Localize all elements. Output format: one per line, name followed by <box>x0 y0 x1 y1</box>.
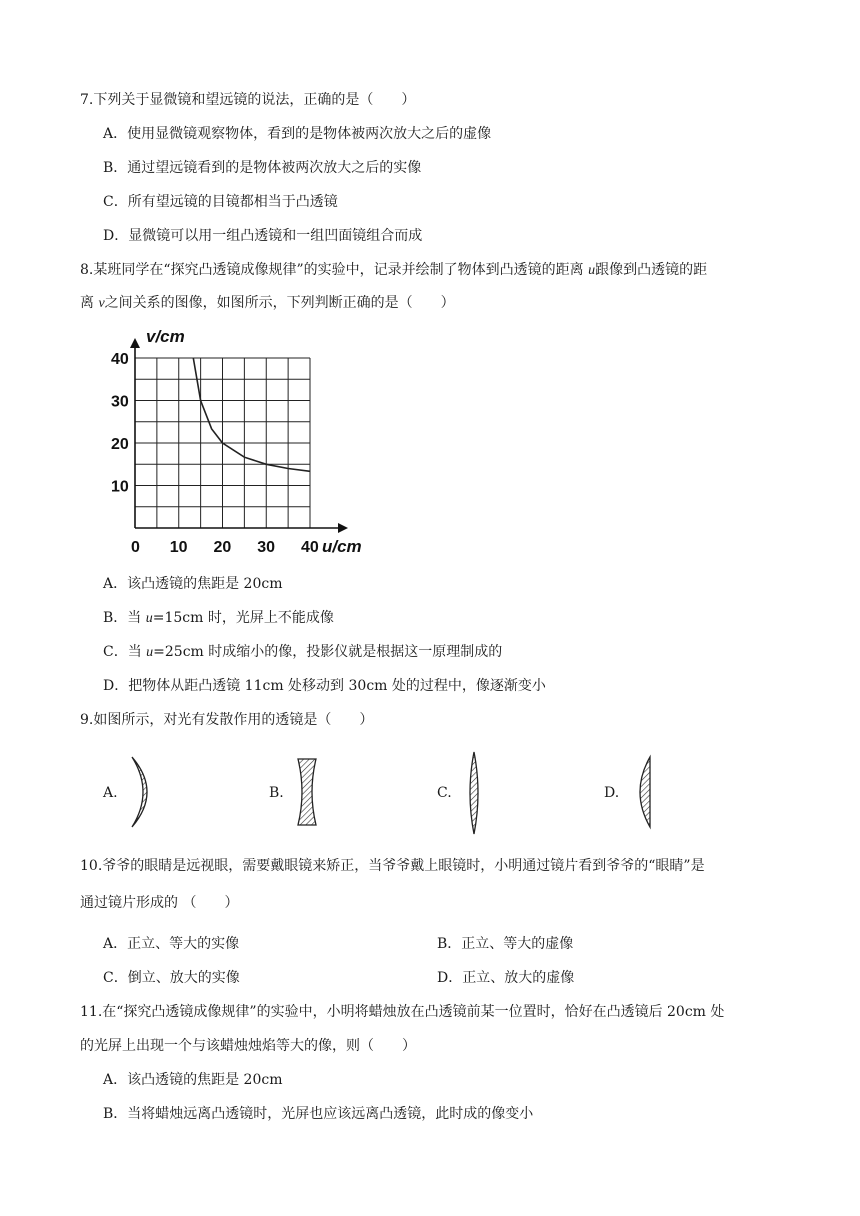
lens-c-label: C. <box>437 785 452 801</box>
x-tick-label: 40 <box>301 539 319 556</box>
question-9-stem: 9.如图所示，对光有发散作用的透镜是（ ） <box>80 712 374 728</box>
question-7-option-c: C．所有望远镜的目镜都相当于凸透镜 <box>103 194 338 210</box>
chart-axes <box>130 338 348 533</box>
question-7-option-d: D．显微镜可以用一组凸透镜和一组凹面镜组合而成 <box>103 228 423 244</box>
question-10-stem-line1: 10.爷爷的眼睛是远视眼，需要戴眼镜来矫正，当爷爷戴上眼镜时，小明通过镜片看到爷爷的“眼睛”是 <box>80 858 705 874</box>
question-8-option-d: D．把物体从距凸透镜 11cm 处移动到 30cm 处的过程中，像逐渐变小 <box>103 678 546 694</box>
x-tick-label: 20 <box>213 539 232 556</box>
x-tick-label: 30 <box>257 539 276 556</box>
lens-d-planoconvex-icon <box>628 754 656 830</box>
question-8-option-c: C．当 u=25cm 时成缩小的像，投影仪就是根据这一原理制成的 <box>103 644 503 660</box>
y-axis-arrow <box>130 338 140 348</box>
question-10-option-a: A．正立、等大的实像 <box>103 936 240 952</box>
question-11-option-b: B．当将蜡烛远离凸透镜时，光屏也应该远离凸透镜，此时成的像变小 <box>103 1106 534 1122</box>
question-10-stem-line2: 通过镜片形成的 （ ） <box>80 895 239 911</box>
lens-b-concave-icon <box>295 756 319 828</box>
question-7-option-a: A．使用显微镜观察物体，看到的是物体被两次放大之后的虚像 <box>103 126 492 142</box>
question-8-option-a: A．该凸透镜的焦距是 20cm <box>103 576 283 592</box>
y-tick-label: 40 <box>111 351 129 368</box>
x-tick-label: 10 <box>169 539 188 556</box>
y-tick-label: 20 <box>111 436 129 453</box>
uv-graph <box>100 318 380 563</box>
y-axis-label: v/cm <box>146 327 185 346</box>
x-axis-label: u/cm <box>322 537 362 556</box>
question-10-option-c: C．倒立、放大的实像 <box>103 970 240 986</box>
question-8-stem-line2: 离 v之间关系的图像，如图所示，下列判断正确的是（ ） <box>80 295 455 311</box>
lens-a-label: A. <box>103 785 118 801</box>
question-11-stem-line2: 的光屏上出现一个与该蜡烛烛焰等大的像，则（ ） <box>80 1038 416 1054</box>
question-7-stem: 7.下列关于显微镜和望远镜的说法，正确的是（ ） <box>80 92 416 108</box>
lens-b-label: B. <box>269 785 284 801</box>
question-10-option-d: D．正立、放大的虚像 <box>437 970 575 986</box>
question-10-option-b: B．正立、等大的虚像 <box>437 936 574 952</box>
question-11-stem-line1: 11.在“探究凸透镜成像规律”的实验中，小明将蜡烛放在凸透镜前某一位置时，恰好在凸透镜后 20cm 处 <box>80 1004 725 1020</box>
y-tick-label: 30 <box>111 393 129 411</box>
y-tick-label: 10 <box>111 478 129 496</box>
question-7-option-b: B．通过望远镜看到的是物体被两次放大之后的实像 <box>103 160 422 176</box>
question-8-option-b: B．当 u=15cm 时，光屏上不能成像 <box>103 610 334 626</box>
x-axis-arrow <box>338 523 348 533</box>
x-tick-label: 0 <box>131 539 140 556</box>
data-curve <box>193 358 310 471</box>
lens-d-label: D. <box>604 785 620 801</box>
question-8-stem-line1: 8.某班同学在“探究凸透镜成像规律”的实验中，记录并绘制了物体到凸透镜的距离 u跟像到凸透镜的距 <box>80 262 708 278</box>
lens-a-meniscus-icon <box>128 754 158 830</box>
question-11-option-a: A．该凸透镜的焦距是 20cm <box>103 1072 283 1088</box>
lens-c-convex-icon <box>464 750 484 836</box>
